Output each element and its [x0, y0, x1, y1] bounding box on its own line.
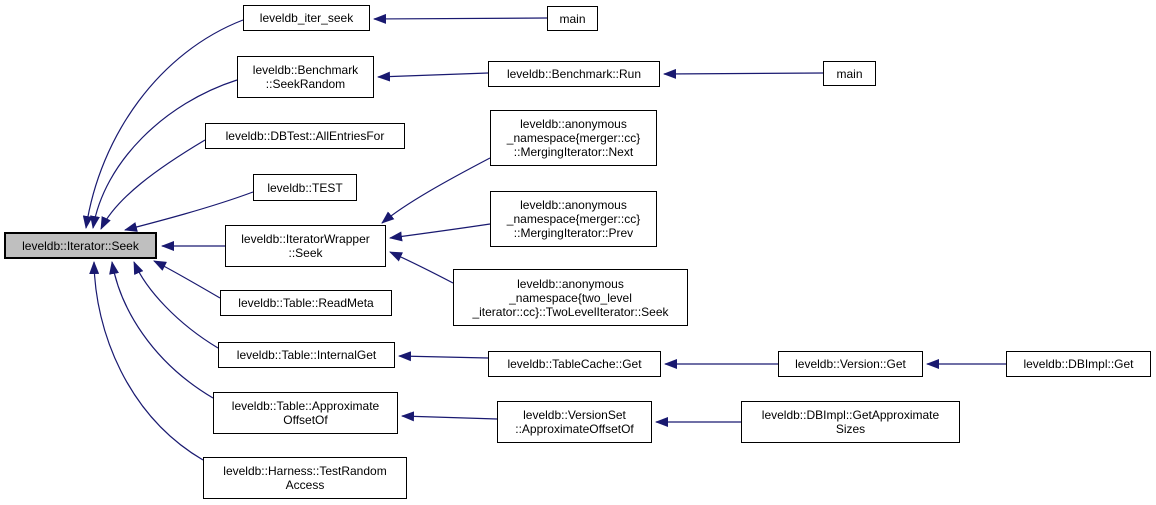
graph-node-twolevel-iterator-seek[interactable] — [453, 269, 688, 326]
graph-node-label-line: leveldb::anonymous — [520, 117, 627, 131]
edge-merging-iterator-prev-to-iteratorwrapper-seek — [390, 224, 490, 238]
graph-node-leveldb-iter-seek[interactable] — [243, 5, 370, 31]
edge-benchmark-seekrandom-to-iterator-seek — [93, 80, 237, 228]
graph-node-merging-iterator-prev[interactable] — [490, 191, 657, 247]
graph-node-benchmark-run[interactable] — [488, 61, 660, 87]
graph-node-label-line: ::Seek — [288, 246, 323, 260]
graph-node-iteratorwrapper-seek[interactable] — [225, 225, 386, 267]
graph-node-label-line: leveldb::VersionSet — [523, 408, 626, 422]
edge-table-approximateoffsetof-to-iterator-seek — [112, 262, 213, 398]
graph-node-leveldb-test[interactable] — [253, 174, 357, 201]
graph-node-label-line: _namespace{merger::cc} — [506, 131, 641, 145]
edge-benchmark-run-to-benchmark-seekrandom — [378, 73, 488, 77]
graph-node-label-line: _namespace{two_level — [509, 290, 632, 305]
graph-node-label-line: _iterator::cc}::TwoLevelIterator::Seek — [472, 304, 669, 319]
graph-node-table-approximateoffsetof[interactable] — [213, 392, 398, 434]
graph-node-label-line: leveldb::Harness::TestRandom — [223, 464, 387, 478]
graph-node-label-line: Sizes — [835, 422, 866, 436]
graph-node-label-line: leveldb::Version::Get — [795, 357, 906, 371]
graph-node-harness-testrandomaccess[interactable] — [203, 457, 407, 499]
edge-tablecache-get-to-table-internalget — [399, 356, 488, 358]
graph-node-label-line: Access — [285, 478, 325, 492]
edge-table-readmeta-to-iterator-seek — [154, 261, 220, 298]
graph-node-table-readmeta[interactable] — [220, 290, 392, 316]
graph-node-label-line: _namespace{merger::cc} — [506, 212, 641, 226]
graph-node-label-line: main — [559, 11, 586, 26]
graph-node-main-2[interactable] — [823, 61, 876, 86]
graph-node-benchmark-seekrandom[interactable] — [237, 56, 374, 98]
graph-node-label-line: leveldb::TableCache::Get — [507, 357, 642, 371]
edge-twolevel-iterator-seek-to-iteratorwrapper-seek — [390, 252, 453, 283]
edge-dbtest-allentriesfor-to-iterator-seek — [101, 140, 205, 229]
graph-node-label-line: leveldb::DBImpl::GetApproximate — [761, 408, 940, 422]
graph-node-dbimpl-getapproximatesizes[interactable] — [741, 401, 960, 443]
edge-harness-testrandomaccess-to-iterator-seek — [94, 262, 203, 460]
graph-node-label-line: leveldb::Iterator::Seek — [22, 238, 139, 253]
graph-node-versionset-approximateoffsetof[interactable] — [497, 401, 652, 443]
graph-node-label-line: leveldb::Table::InternalGet — [236, 348, 377, 362]
graph-node-tablecache-get[interactable] — [488, 351, 661, 377]
graph-node-label-line: leveldb::Table::Approximate — [231, 399, 380, 413]
graph-node-dbtest-allentriesfor[interactable] — [205, 123, 405, 149]
graph-node-label-line: leveldb::Benchmark — [252, 63, 359, 77]
graph-node-main-1[interactable] — [547, 6, 598, 31]
graph-node-label-line: leveldb::Benchmark::Run — [506, 67, 642, 81]
edge-merging-iterator-next-to-iteratorwrapper-seek — [382, 158, 490, 223]
graph-node-merging-iterator-next[interactable] — [490, 110, 657, 166]
graph-node-label-line: leveldb::anonymous — [520, 198, 627, 212]
graph-node-label-line: main — [836, 66, 863, 81]
graph-node-label-line: leveldb::DBTest::AllEntriesFor — [225, 129, 385, 143]
graph-node-label-line: ::ApproximateOffsetOf — [515, 422, 634, 436]
graph-node-table-internalget[interactable] — [218, 342, 395, 368]
graph-node-version-get[interactable] — [778, 351, 923, 377]
edge-versionset-approximateoffsetof-to-table-approximateoffsetof — [402, 416, 497, 419]
graph-node-dbimpl-get[interactable] — [1006, 351, 1151, 377]
graph-node-label-line: leveldb::IteratorWrapper — [241, 232, 370, 246]
graph-node-label-line: ::MergingIterator::Prev — [513, 226, 634, 240]
graph-node-label-line: leveldb::anonymous — [517, 276, 624, 291]
graph-node-label-line: ::MergingIterator::Next — [513, 145, 634, 159]
graph-node-label-line: leveldb::Table::ReadMeta — [238, 296, 374, 310]
edge-main-1-to-leveldb-iter-seek — [374, 18, 547, 19]
graph-node-label-line: OffsetOf — [283, 413, 328, 427]
edge-table-internalget-to-iterator-seek — [134, 262, 218, 348]
graph-node-label-line: leveldb::DBImpl::Get — [1023, 357, 1134, 371]
graph-node-iterator-seek — [4, 232, 157, 259]
edge-main-2-to-benchmark-run — [664, 73, 823, 74]
graph-node-label-line: leveldb::TEST — [267, 180, 343, 195]
graph-node-label-line: leveldb_iter_seek — [259, 11, 354, 25]
graph-node-label-line: ::SeekRandom — [265, 77, 346, 91]
